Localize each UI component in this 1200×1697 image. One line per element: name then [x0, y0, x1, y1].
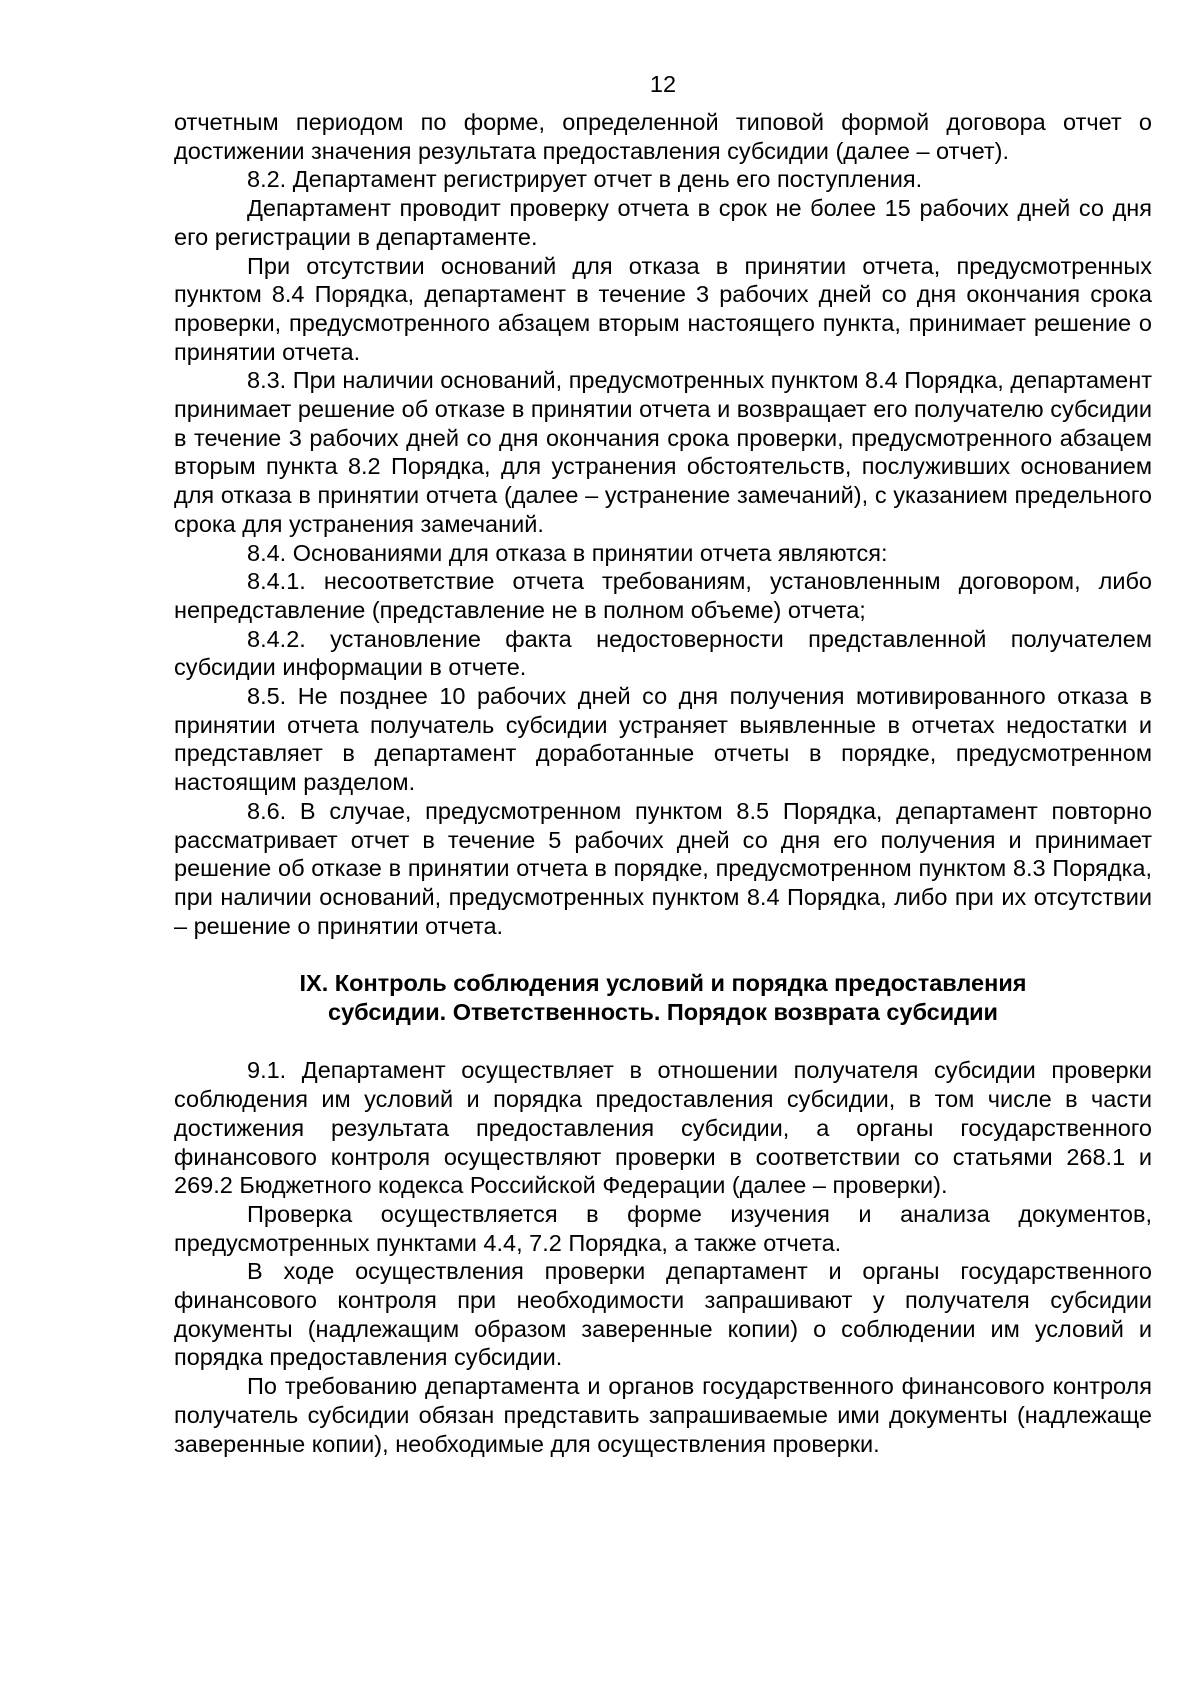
paragraph: При отсутствии оснований для отказа в принятии отчета, предусмотренных пунктом 8.4 Порядка, департамент в течение 3 рабочих дней со дня окончания срока проверки, предусмотренного абзацем вторым настоящего пункта, принимает решение о принятии отчета. — [174, 252, 1152, 365]
paragraph: 8.6. В случае, предусмотренном пунктом 8.5 Порядка, департамент повторно рассматривает отчет в течение 5 рабочих дней со дня его получения и принимает решение об отказе в принятии отчета в порядке, предусмотренном пунктом 8.3 Порядка, при наличии оснований, предусмотренных пунктом 8.4 Порядка, либо при их отсутствии – решение о принятии отчета. — [174, 797, 1152, 939]
section-heading — [174, 969, 1152, 1027]
paragraph: отчетным периодом по форме, определенной типовой формой договора отчет о достижении значения результата предоставления субсидии (далее – отчет). — [174, 109, 1152, 164]
paragraph: Департамент проводит проверку отчета в срок не более 15 рабочих дней со дня его регистрации в департаменте. — [174, 195, 1152, 250]
paragraph: По требованию департамента и органов государственного финансового контроля получатель субсидии обязан представить запрашиваемые ими документы (надлежаще заверенные копии), необходимые для осуществления проверки. — [174, 1373, 1152, 1457]
paragraph: 9.1. Департамент осуществляет в отношении получателя субсидии проверки соблюдения им условий и порядка предоставления субсидии, в том числе в части достижения результата предоставления субсидии, а органы государственного финансового контроля осуществляют проверки в соответствии со статьями 268.1 и 269.2 Бюджетного кодекса Российской Федерации (далее – проверки). — [174, 1057, 1152, 1199]
paragraph: Проверка осуществляется в форме изучения и анализа документов, предусмотренных пунктами 4.4, 7.2 Порядка, а также отчета. — [174, 1200, 1152, 1256]
paragraph: 8.2. Департамент регистрирует отчет в день его поступления. — [247, 166, 923, 193]
section-viii-continuation — [174, 108, 1152, 940]
section-heading-line: субсидии. Ответственность. Порядок возврата субсидии — [328, 999, 998, 1026]
paragraph: 8.4.2. установление факта недостоверности представленной получателем субсидии информации в отчете. — [174, 625, 1152, 681]
document-page — [174, 70, 1152, 1458]
section-heading-line: IX. Контроль соблюдения условий и порядка предоставления — [299, 970, 1027, 997]
page-number: 12 — [649, 71, 677, 97]
paragraph: 8.4.1. несоответствие отчета требованиям, установленным договором, либо непредставление (представление не в полном объеме) отчета; — [174, 568, 1152, 623]
paragraph: 8.3. При наличии оснований, предусмотренных пунктом 8.4 Порядка, департамент принимает решение об отказе в принятии отчета и возвращает его получателю субсидии в течение 3 рабочих дней со дня окончания срока проверки, предусмотренного абзацем вторым пункта 8.2 Порядка, для устранения обстоятельств, послуживших основанием для отказа в принятии отчета (далее – устранение замечаний), с указанием предельного срока для устранения замечаний. — [174, 367, 1152, 537]
paragraph: 8.4. Основаниями для отказа в принятии отчета являются: — [247, 539, 888, 566]
paragraph: 8.5. Не позднее 10 рабочих дней со дня получения мотивированного отказа в принятии отчета получатель субсидии устраняет выявленные в отчетах недостатки и представляет в департамент доработанные отчеты в порядке, предусмотренном настоящим разделом. — [174, 683, 1152, 796]
paragraph: В ходе осуществления проверки департамент и органы государственного финансового контроля при необходимости запрашивают у получателя субсидии документы (надлежащим образом заверенные копии) о соблюдении им условий и порядка предоставления субсидии. — [174, 1258, 1152, 1371]
section-ix-body — [174, 1056, 1152, 1458]
